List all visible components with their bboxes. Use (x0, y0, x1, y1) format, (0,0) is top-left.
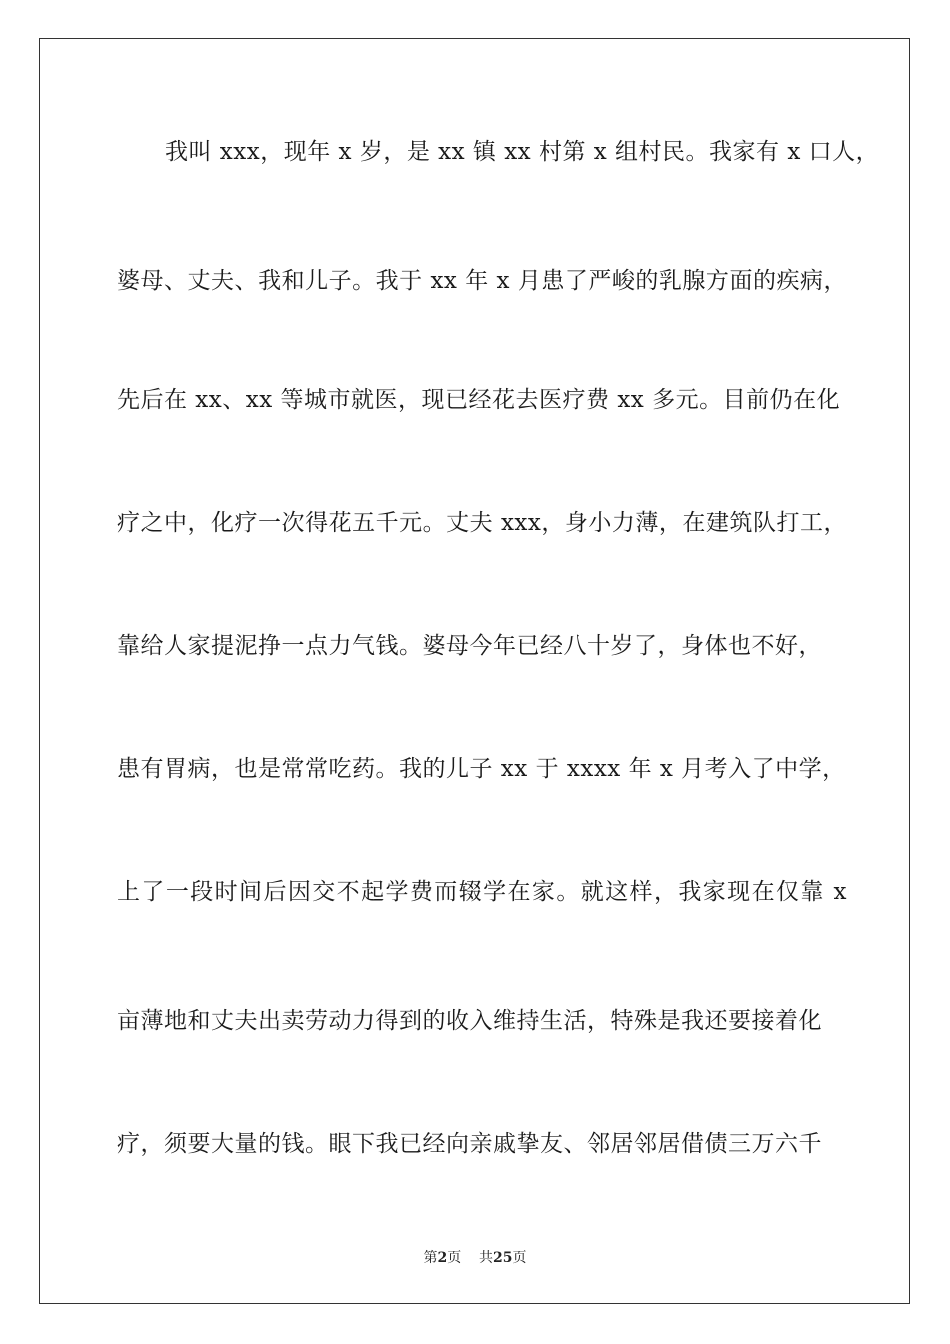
paragraph-line-8: 亩薄地和丈夫出卖劳动力得到的收入维持生活，特殊是我还要接着化 (117, 1008, 822, 1034)
page-total: 25 (493, 1250, 513, 1266)
paragraph-line-1: 我叫 xxx，现年 x 岁，是 xx 镇 xx 村第 x 组村民。我家有 x 口人， (165, 139, 880, 165)
page-prefix: 第 (423, 1250, 438, 1266)
page-footer (0, 1248, 950, 1268)
total-prefix: 共 (479, 1250, 494, 1266)
paragraph-line-6: 患有胃病，也是常常吃药。我的儿子 xx 于 xxxx 年 x 月考入了中学， (117, 756, 846, 782)
paragraph-line-5: 靠给人家提泥挣一点力气钱。婆母今年已经八十岁了，身体也不好， (117, 633, 822, 659)
paragraph-line-3: 先后在 xx、xx 等城市就医，现已经花去医疗费 xx 多元。目前仍在化 (117, 387, 841, 413)
paragraph-line-2: 婆母、丈夫、我和儿子。我于 xx 年 x 月患了严峻的乳腺方面的疾病， (117, 268, 847, 294)
total-suffix: 页 (512, 1250, 527, 1266)
paragraph-line-9: 疗，须要大量的钱。眼下我已经向亲戚挚友、邻居邻居借债三万六千 (117, 1131, 822, 1157)
paragraph-line-7: 上了一段时间后因交不起学费而辍学在家。就这样，我家现在仅靠 x (117, 879, 847, 905)
paragraph-line-4: 疗之中，化疗一次得花五千元。丈夫 xxx，身小力薄，在建筑队打工， (117, 510, 847, 536)
page-border (39, 38, 910, 1304)
page-current: 2 (437, 1250, 448, 1266)
page-suffix: 页 (447, 1250, 462, 1266)
